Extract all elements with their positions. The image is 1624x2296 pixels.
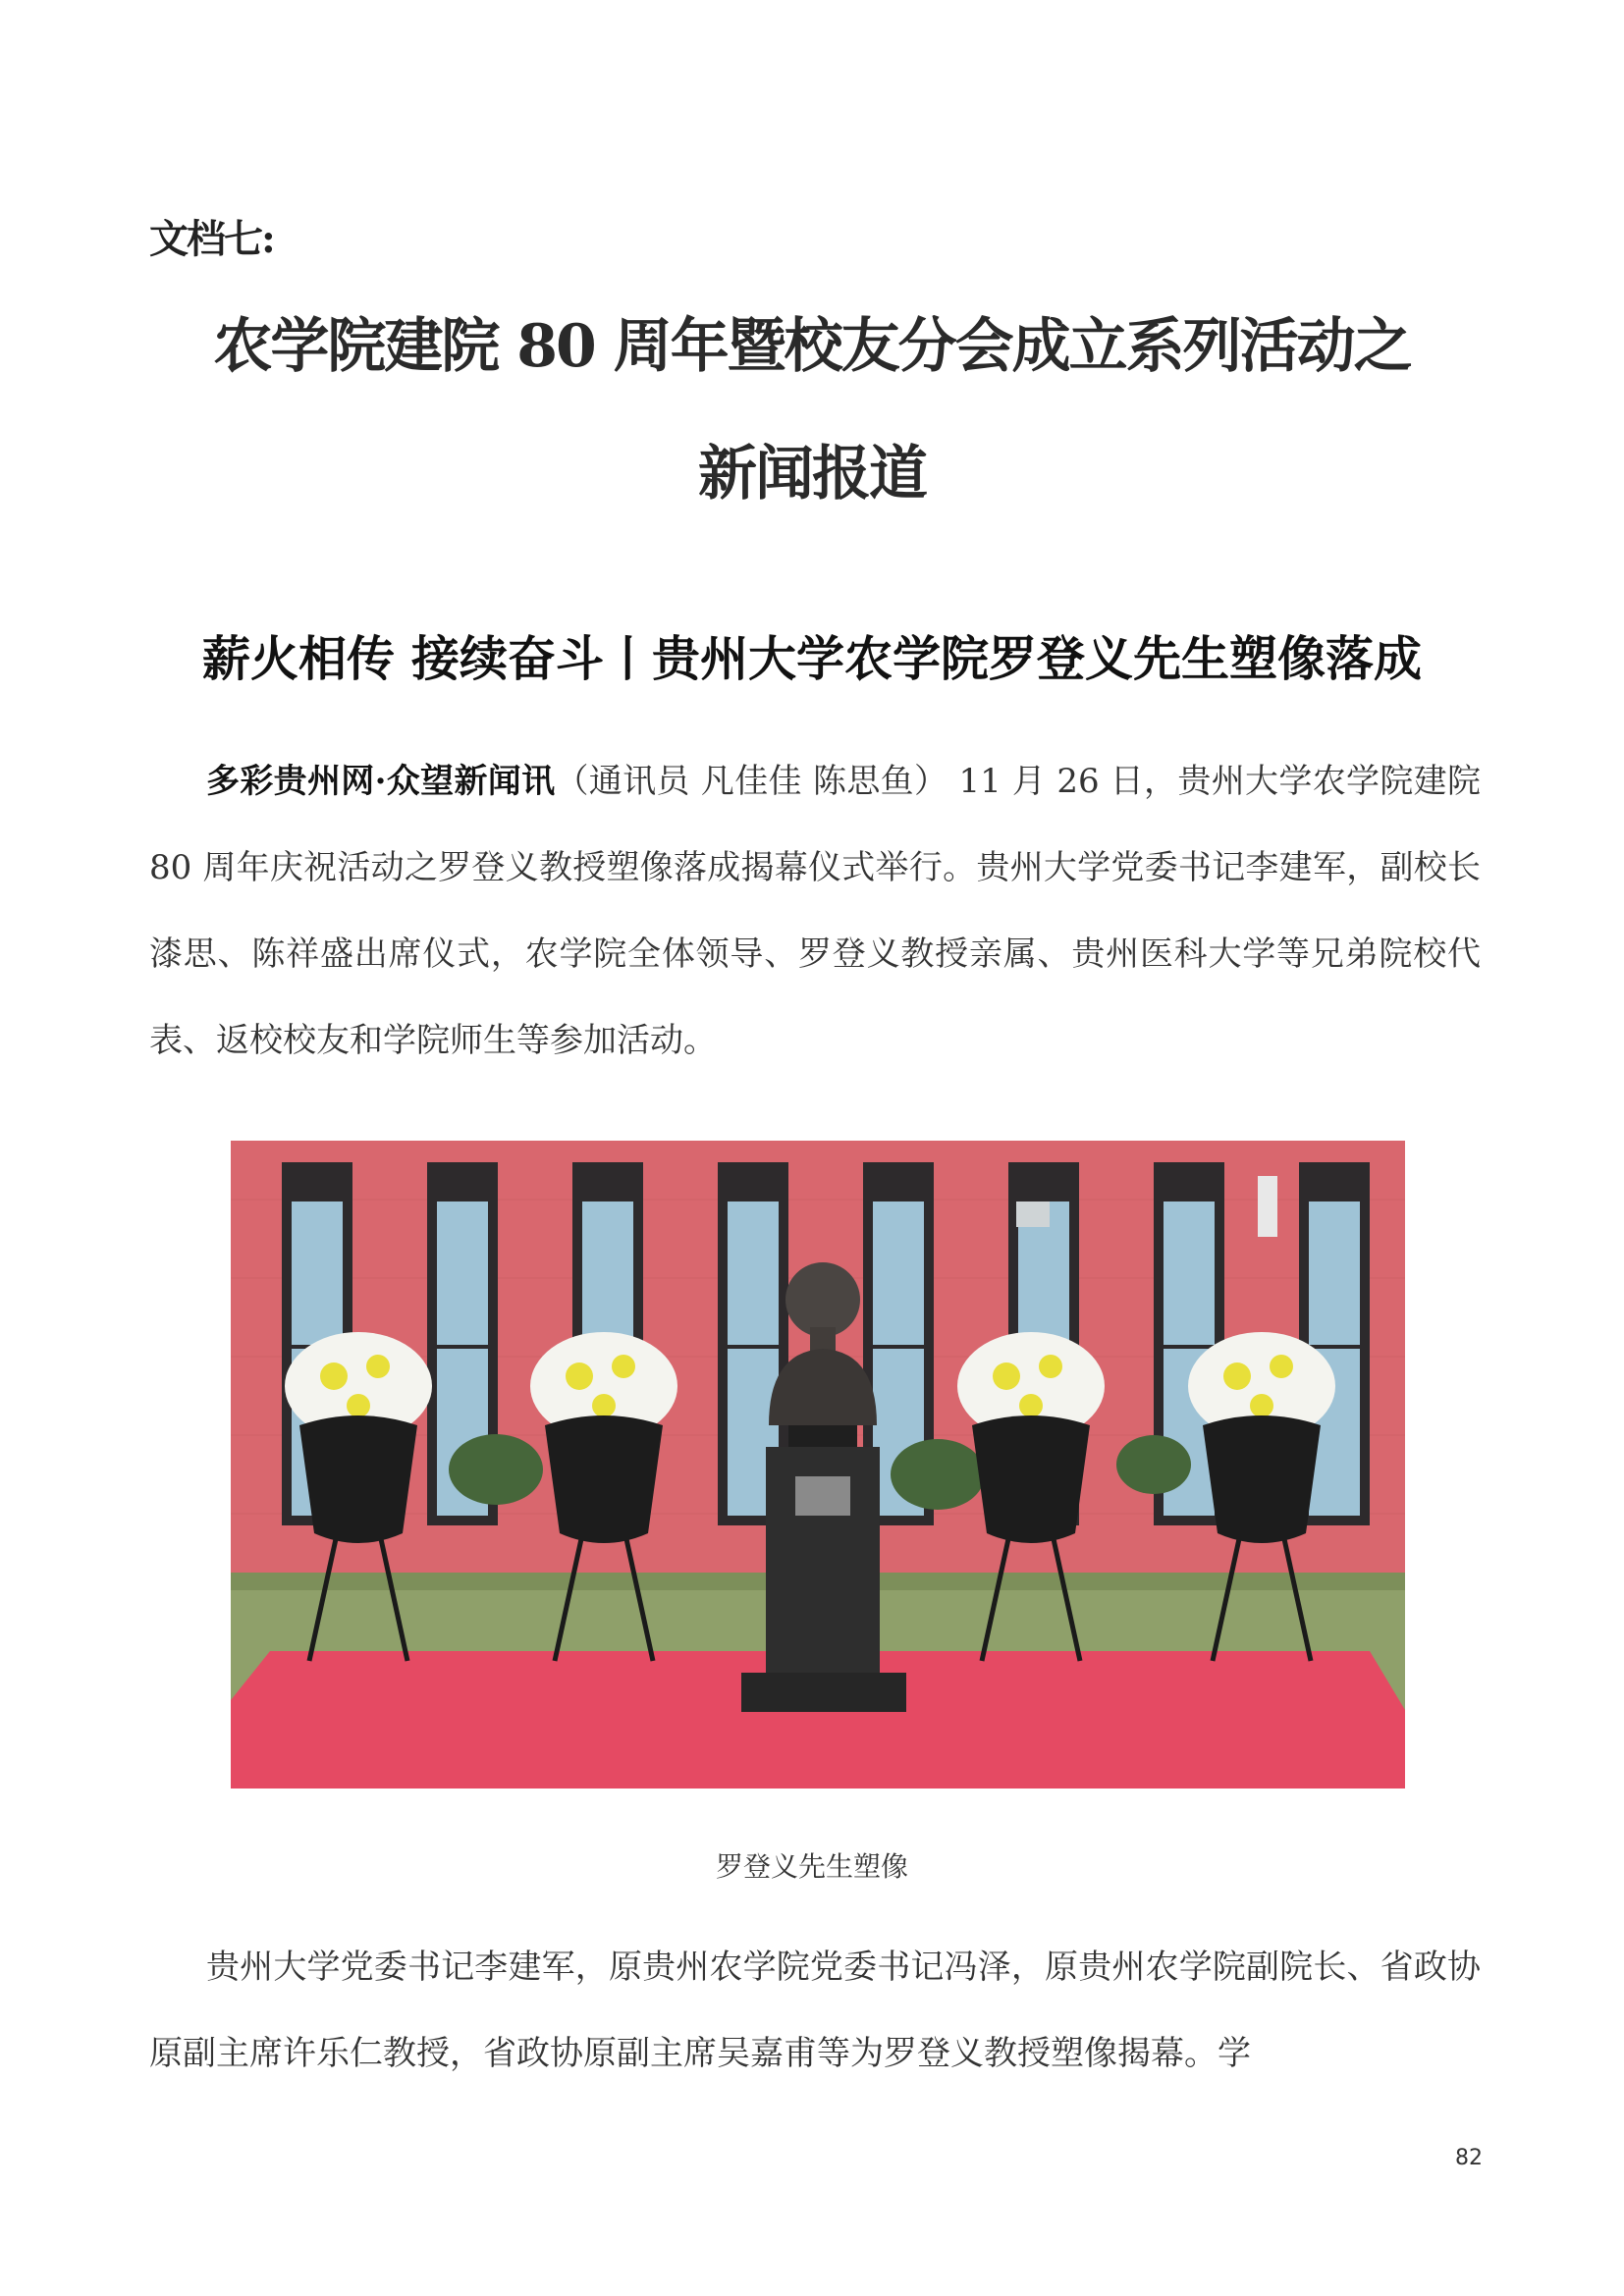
page-number: 82: [1455, 2146, 1483, 2170]
news-source: 多彩贵州网·众望新闻讯: [206, 762, 556, 801]
article-paragraph-2: 贵州大学党委书记李建军，原贵州农学院党委书记冯泽，原贵州农学院副院长、省政协原副主席许乐仁教授，省政协原副主席吴嘉甫等为罗登义教授塑像揭幕。学: [149, 1948, 1481, 2073]
document-title-line-1: 农学院建院 80 周年暨校友分会成立系列活动之: [213, 312, 1411, 381]
document-title-line-2: 新闻报道: [698, 440, 926, 508]
sculpture-photo: [231, 1141, 1405, 1789]
article-lead-paragraph: [149, 738, 1481, 1084]
article-headline: 薪火相传 接续奋斗丨贵州大学农学院罗登义先生塑像落成: [201, 630, 1423, 687]
lead-text: （通讯员 凡佳佳 陈思鱼） 11 月 26 日，贵州大学农学院建院 80 周年庆祝活动之罗登义教授塑像落成揭幕仪式举行。贵州大学党委书记李建军，副校长漆思、陈祥盛出席仪式，农学院全体领导、罗登义教授亲属、贵州医科大学等兄弟院校代表、返校校友和学院师生等参加活动。: [149, 762, 1482, 1060]
photo-caption: 罗登义先生塑像: [715, 1850, 908, 1883]
document-label: 文档七:: [149, 216, 274, 262]
